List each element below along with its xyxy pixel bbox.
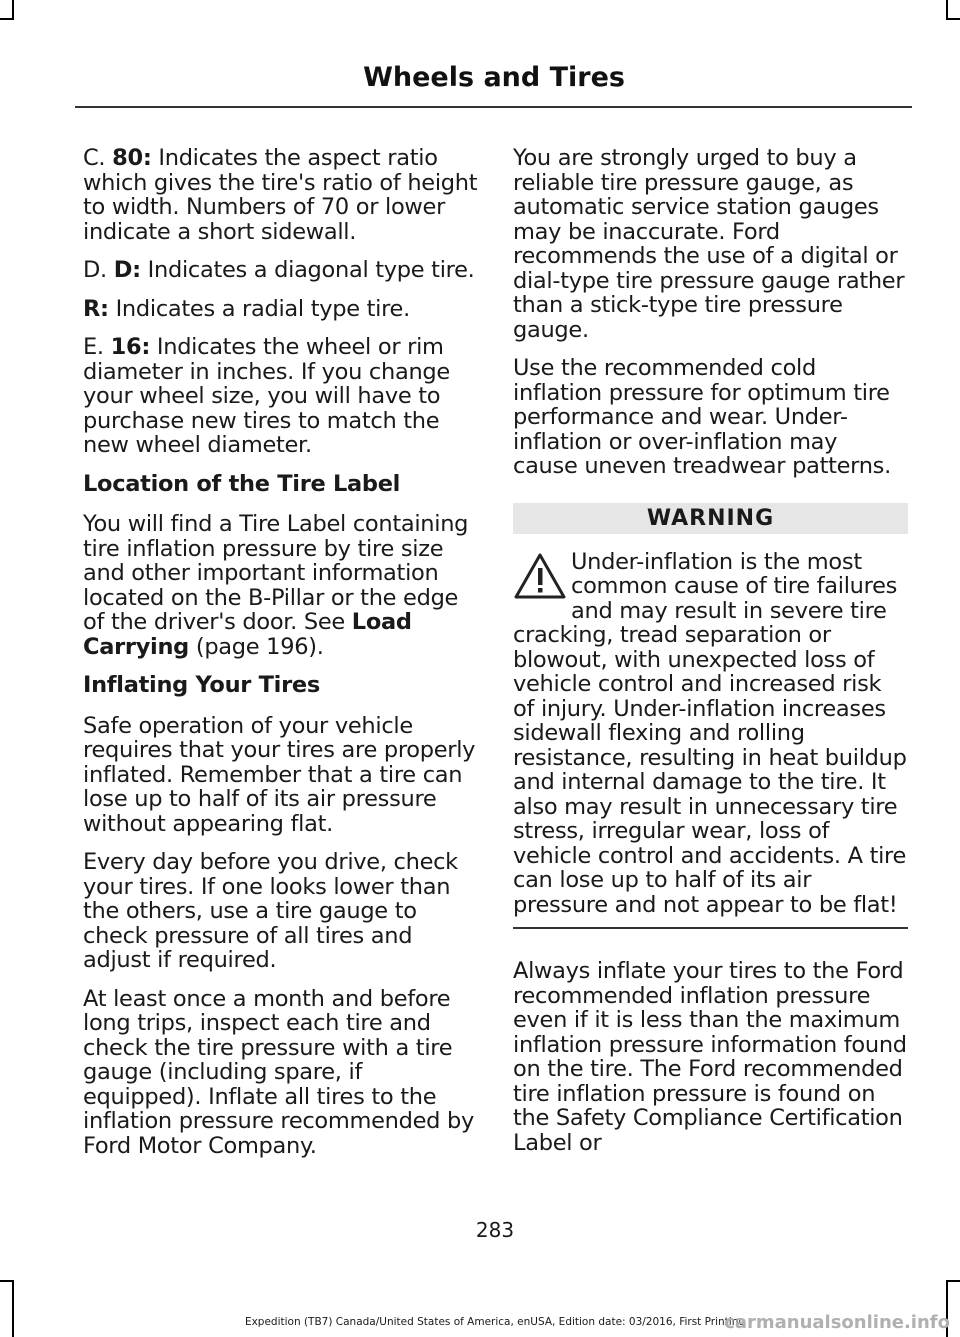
item-prefix: C. [83,145,113,171]
safe-operation-paragraph: Safe operation of your vehicle requires that your tires are properly inflated. Remember that a tire can lose up to half of its air pressure without appearing flat. [83,712,476,837]
page-reference: (page 196). [189,633,324,660]
radial-paragraph [83,297,478,322]
crop-mark [946,1280,960,1282]
warning-box [513,550,908,918]
aspect-ratio-paragraph [83,146,478,244]
crop-mark [12,1282,14,1337]
crop-mark [12,0,14,18]
item-code: D: [113,257,141,283]
tire-label-paragraph [83,512,478,659]
inflating-heading: Inflating Your Tires [83,672,320,698]
item-text: Indicates a radial type tire. [108,295,410,322]
tire-label-heading: Location of the Tire Label [83,470,401,497]
item-code: 80: [112,145,152,171]
warning-triangle-icon [513,552,567,600]
warning-text: Under-inflation is the most common cause of tire failures and may result in severe tire cracking, tread separation or blowout, with unexpected loss of vehicle control and increased risk of injury. Under-inflation increases sidewall flexing and rolling resistance, resulting in heat buildup and internal damage to the tire. It also may result in unnecessary tire stress, irregular wear, loss of vehicle control and accidents. A tire can lose up to half of its air pressure and not appear to be flat! [513,548,907,918]
item-text: You will find a Tire Label containing tire inflation pressure by tire size and other important information located on the B-Pillar or the edge of the driver's door. See [83,511,469,635]
monthly-check-paragraph: At least once a month and before long trips, inspect each tire and check the tire pressure with a tire gauge (including spare, if equipped). Inflate all tires to the inflation pressure recommended by Ford Motor Company. [83,985,474,1159]
header-divider [75,106,912,108]
item-text: Indicates the aspect ratio which gives the tire's ratio of height to width. Numbers of 70 or lower indicate a short sidewall. [83,145,478,245]
warning-heading: WARNING [513,503,908,534]
always-inflate-paragraph: Always inflate your tires to the Ford recommended inflation pressure even if it is less than the maximum inflation pressure information found on the tire. The Ford recommended tire inflation pressure is found on the Safety Compliance Certification Label or [513,958,907,1156]
daily-check-paragraph: Every day before you drive, check your tires. If one looks lower than the others, use a tire gauge to check pressure of all tires and adjust if required. [83,849,458,973]
item-text: Indicates a diagonal type tire. [140,257,475,283]
crop-mark [0,18,14,20]
page-number: 283 [475,1218,515,1242]
item-prefix: E. [83,334,111,360]
item-code: 16: [110,334,151,360]
item-prefix: D. [83,257,114,283]
cold-inflation-paragraph: Use the recommended cold inflation pressure for optimum tire performance and wear. Under-inflation or over-inflation may cause uneven treadwear patterns. [513,355,891,479]
crop-mark [946,0,948,18]
watermark: carmanualsonline.info [724,1312,950,1333]
rim-diameter-paragraph [83,335,478,458]
crop-mark [946,18,960,20]
footer-edition: Expedition (TB7) Canada/United States of America, enUSA, Edition date: 03/2016, First Printing [244,1316,746,1328]
page-title: Wheels and Tires [363,62,625,93]
warning-divider [513,927,908,929]
item-code: R: [83,295,109,322]
diagonal-paragraph [83,258,478,283]
pressure-gauge-paragraph: You are strongly urged to buy a reliable tire pressure gauge, as automatic service station gauges may be inaccurate. Ford recommends the use of a digital or dial-type tire pressure gauge rather than a stick-type tire pressure gauge. [513,145,905,343]
right-column [513,146,908,1169]
left-column [83,146,478,1172]
load-carrying-link[interactable]: Load Carrying [83,609,412,660]
item-text: Indicates the wheel or rim diameter in inches. If you change your wheel size, you will have to purchase new tires to match the new wheel diameter. [83,334,450,458]
